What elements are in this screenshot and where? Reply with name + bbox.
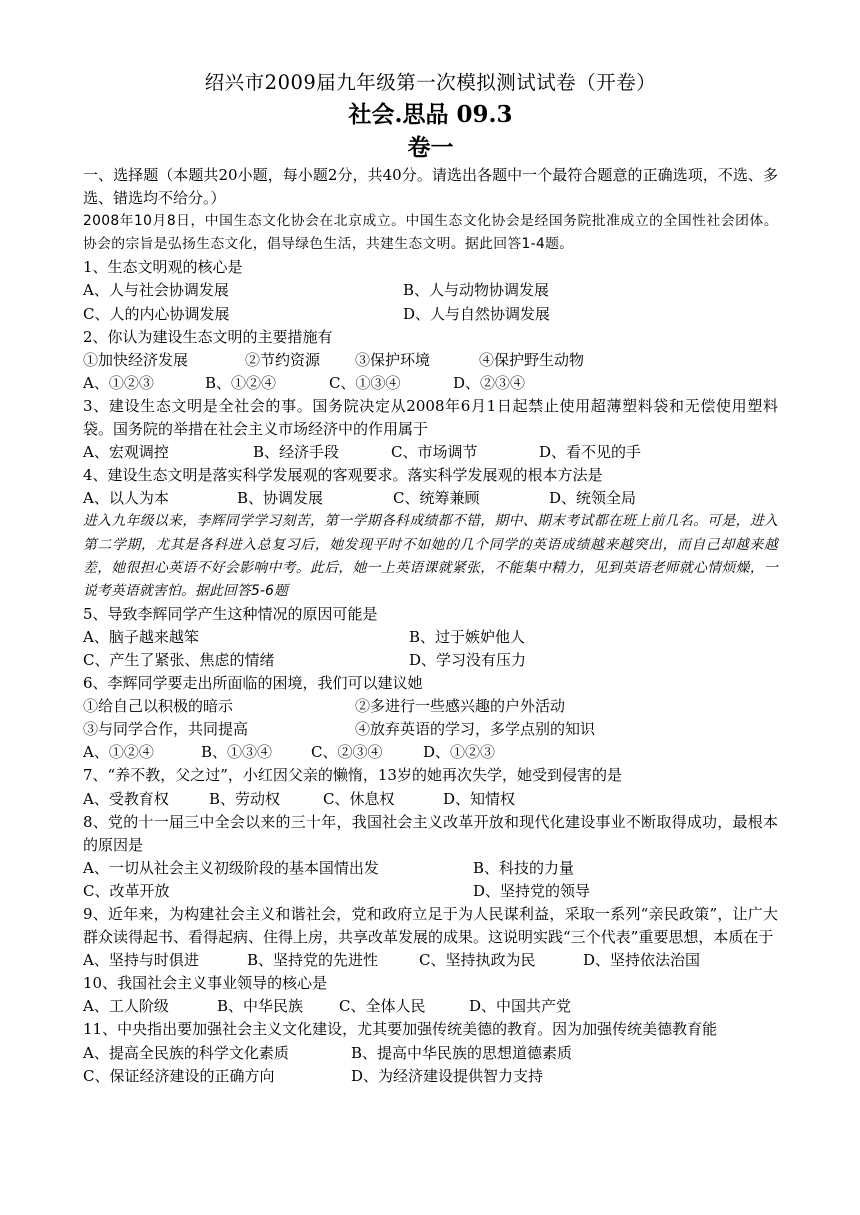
q10-option-a: A、工人阶级	[83, 997, 169, 1016]
question-4-options	[83, 487, 778, 510]
q5-option-b: B、过于嫉妒他人	[409, 627, 526, 646]
q9-option-b: B、坚持党的先进性	[247, 951, 379, 970]
question-6-items-row-2	[83, 718, 778, 741]
q3-option-d: D、看不见的手	[539, 443, 642, 462]
question-6-stem: 6、李辉同学要走出所面临的困境，我们可以建议她	[83, 674, 423, 693]
question-1-stem: 1、生态文明观的核心是	[83, 258, 243, 277]
question-8-options-row-2	[83, 880, 778, 903]
q7-option-d: D、知情权	[443, 789, 516, 808]
question-8-options-row-1	[83, 857, 778, 880]
q3-option-c: C、市场调节	[391, 443, 478, 462]
question-6-items-row-1	[83, 695, 778, 718]
question-3-options	[83, 441, 778, 464]
q1-option-a: A、人与社会协调发展	[83, 281, 229, 300]
q2-item-1: ①加快经济发展	[83, 350, 189, 369]
q2-option-b: B、①②④	[205, 373, 277, 392]
question-11-options-row-2	[83, 1065, 778, 1088]
q4-option-a: A、以人为本	[83, 489, 169, 508]
q5-option-d: D、学习没有压力	[409, 650, 527, 669]
q6-item-3: ③与同学合作，共同提高	[83, 720, 249, 739]
q11-option-c: C、保证经济建设的正确方向	[83, 1066, 275, 1085]
q6-item-2: ②多进行一些感兴趣的户外活动	[355, 697, 566, 716]
exam-page	[83, 68, 778, 1088]
exam-volume: 卷一	[407, 134, 454, 161]
q7-option-a: A、受教育权	[83, 789, 169, 808]
q6-option-b: B、①③④	[201, 743, 273, 762]
q8-option-d: D、坚持党的领导	[473, 881, 591, 900]
question-11-stem: 11、中央指出要加强社会主义文化建设，尤其要加强传统美德的教育。因为加强传统美德教育能	[83, 1020, 718, 1039]
q10-option-d: D、中国共产党	[469, 997, 572, 1016]
question-6-options	[83, 741, 778, 764]
q9-option-c: C、坚持执政为民	[419, 951, 536, 970]
q4-option-d: D、统领全局	[549, 489, 637, 508]
question-3-stem: 3、建设生态文明是全社会的事。国务院决定从2008年6月1日起禁止使用超薄塑料袋和无偿使用塑料袋。国务院的举措在社会主义市场经济中的作用属于	[83, 396, 778, 439]
question-9-stem: 9、近年来，为构建社会主义和谐社会，党和政府立足于为人民谋利益，采取一系列“亲民政策”，让广大群众读得起书、看得起病、住得上房，共享改革发展的成果。这说明实践“三个代表”重要思想，本质在于	[83, 905, 778, 947]
q11-option-a: A、提高全民族的科学文化素质	[83, 1043, 289, 1062]
q2-option-c: C、①③④	[329, 373, 401, 392]
q2-item-2: ②节约资源	[245, 350, 321, 369]
q1-option-c: C、人的内心协调发展	[83, 304, 230, 323]
question-2-stem: 2、你认为建设生态文明的主要措施有	[83, 327, 333, 346]
exam-title: 绍兴市2009届九年级第一次模拟测试试卷（开卷）	[204, 71, 657, 94]
q2-option-a: A、①②③	[83, 373, 154, 392]
q7-option-c: C、休息权	[323, 789, 395, 808]
question-2-items	[83, 349, 778, 372]
question-8-stem: 8、党的十一届三中全会以来的三十年，我国社会主义改革开放和现代化建设事业不断取得成功，最根本的原因是	[83, 812, 778, 854]
question-7-stem: 7、“养不教，父之过”，小红因父亲的懒惰，13岁的她再次失学，她受到侵害的是	[83, 766, 622, 785]
reading-material-2: 进入九年级以来，李辉同学学习刻苦，第一学期各科成绩都不错，期中、期末考试都在班上前几名。可是，进入第二学期，尤其是各科进入总复习后，她发现平时不如她的几个同学的英语成绩越来越突出，而自己却越来越差，她很担心英语不好会影响中考。此后，她一上英语课就紧张，不能集中精力，见到英语老师就心情烦燥，一说考英语就害怕。据此回答5-6题	[83, 513, 778, 599]
question-2-options	[83, 372, 778, 395]
q6-option-c: C、②③④	[311, 743, 383, 762]
q8-option-a: A、一切从社会主义初级阶段的基本国情出发	[83, 858, 379, 877]
q5-option-c: C、产生了紧张、焦虑的情绪	[83, 650, 275, 669]
question-11-options-row-1	[83, 1042, 778, 1065]
q6-option-d: D、①②③	[423, 743, 496, 762]
q7-option-b: B、劳动权	[209, 789, 281, 808]
q9-option-a: A、坚持与时俱进	[83, 951, 199, 970]
q4-option-c: C、统筹兼顾	[393, 489, 480, 508]
q11-option-d: D、为经济建设提供智力支持	[351, 1066, 544, 1085]
question-5-stem: 5、导致李辉同学产生这种情况的原因可能是	[83, 604, 378, 623]
q10-option-b: B、中华民族	[217, 997, 304, 1016]
q10-option-c: C、全体人民	[339, 997, 426, 1016]
q3-option-b: B、经济手段	[253, 443, 340, 462]
question-5-options-row-2	[83, 649, 778, 672]
q9-option-d: D、坚持依法治国	[583, 951, 701, 970]
section-instructions: 一、选择题（本题共20小题，每小题2分，共40分。请选出各题中一个最符合题意的正确选项，不选、多选、错选均不给分。）	[83, 166, 778, 208]
question-9-options	[83, 949, 778, 972]
question-4-stem: 4、建设生态文明是落实科学发展观的客观要求。落实科学发展观的根本方法是	[83, 466, 603, 485]
reading-material-1: 2008年10月8日，中国生态文化协会在北京成立。中国生态文化协会是经国务院批准成立的全国性社会团体。协会的宗旨是弘扬生态文化，倡导绿色生活，共建生态文明。据此回答1-4题。	[83, 213, 778, 253]
question-1-options-row-2	[83, 303, 778, 326]
q1-option-d: D、人与自然协调发展	[403, 304, 551, 323]
q3-option-a: A、宏观调控	[83, 443, 169, 462]
question-7-options	[83, 788, 778, 811]
question-5-options-row-1	[83, 626, 778, 649]
q11-option-b: B、提高中华民族的思想道德素质	[351, 1043, 573, 1062]
question-10-stem: 10、我国社会主义事业领导的核心是	[83, 974, 328, 993]
q2-option-d: D、②③④	[453, 373, 526, 392]
q2-item-4: ④保护野生动物	[479, 350, 585, 369]
q1-option-b: B、人与动物协调发展	[403, 281, 550, 300]
q6-item-4: ④放弃英语的学习，多学点别的知识	[355, 720, 596, 739]
q6-item-1: ①给自己以积极的暗示	[83, 697, 234, 716]
q2-item-3: ③保护环境	[355, 350, 431, 369]
q8-option-c: C、改革开放	[83, 881, 170, 900]
exam-subject: 社会.思品 09.3	[348, 101, 513, 128]
question-1-options-row-1	[83, 279, 778, 302]
q6-option-a: A、①②④	[83, 743, 154, 762]
q4-option-b: B、协调发展	[237, 489, 324, 508]
q5-option-a: A、脑子越来越笨	[83, 627, 199, 646]
q8-option-b: B、科技的力量	[473, 858, 575, 877]
question-10-options	[83, 995, 778, 1018]
